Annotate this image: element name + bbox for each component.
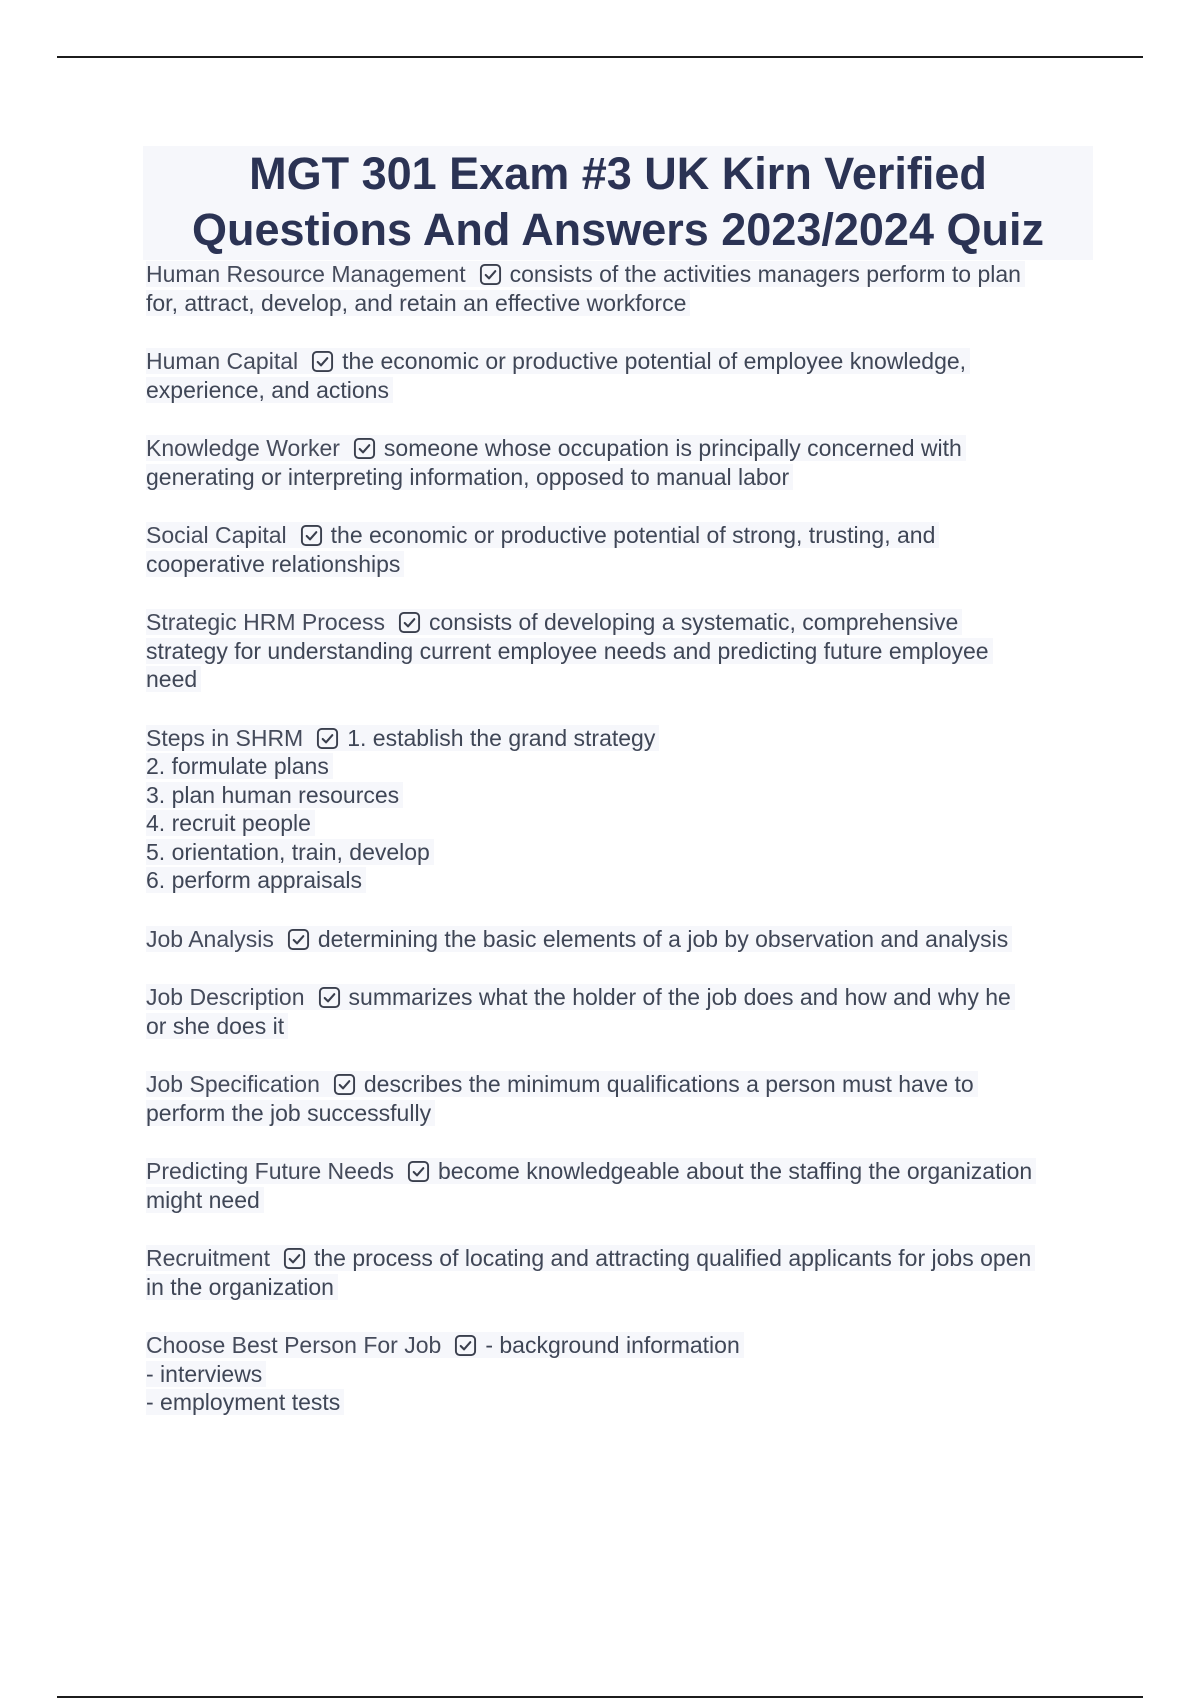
definition-text: the economic or productive potential of employee knowledge, (342, 348, 967, 374)
definition-text: become knowledgeable about the staffing the organization (438, 1158, 1033, 1184)
definition-text: 6. perform appraisals (146, 867, 363, 893)
term-label: Choose Best Person For Job (146, 1332, 442, 1358)
highlighted-text (146, 290, 690, 316)
highlighted-text (146, 867, 366, 893)
definition-text: or she does it (146, 1012, 285, 1039)
document-title (143, 146, 1093, 260)
definition-text: 5. orientation, train, develop (146, 838, 430, 865)
top-divider (57, 56, 1143, 58)
definition-text: determining the basic elements of a job by observation and analysis (317, 925, 1009, 952)
entry-first-line (146, 1331, 1086, 1360)
term-label: Predicting Future Needs (146, 1158, 395, 1184)
term-label: Recruitment (146, 1245, 270, 1271)
definition-text: describes the minimum qualifications a person must have to (363, 1071, 974, 1097)
term-label: Steps in SHRM (146, 724, 304, 751)
checkbox-checked-icon (300, 524, 323, 547)
definition-text: in the organization (146, 1273, 334, 1300)
definition-continuation-line (146, 550, 1086, 579)
definition-continuation-line (146, 838, 1086, 867)
highlighted-text (146, 810, 315, 836)
definition-continuation-line (146, 752, 1086, 781)
term-label: Human Capital (146, 348, 299, 374)
flashcard-entry (146, 1070, 1086, 1127)
definition-continuation-line (146, 665, 1086, 694)
definition-continuation-line (146, 1099, 1086, 1128)
highlighted-text (146, 1100, 435, 1126)
highlighted-text (146, 839, 434, 865)
highlighted-text (146, 1361, 266, 1387)
highlighted-text (146, 1274, 338, 1300)
highlighted-text (146, 464, 793, 490)
checkbox-checked-icon (398, 611, 421, 634)
checkbox-checked-icon (318, 986, 341, 1009)
highlighted-text (146, 522, 939, 548)
flashcard-entry (146, 521, 1086, 578)
entry-first-line (146, 925, 1086, 954)
definition-text: 1. establish the grand strategy (347, 724, 656, 751)
highlighted-text (146, 666, 201, 692)
flashcard-entry (146, 260, 1086, 317)
entry-first-line (146, 724, 1086, 753)
term-label: Strategic HRM Process (146, 609, 386, 635)
title-line-1: MGT 301 Exam #3 UK Kirn Verified (249, 148, 987, 199)
term-label: Knowledge Worker (146, 435, 340, 461)
highlighted-text (146, 926, 1012, 952)
flashcard-entry (146, 1157, 1086, 1214)
definition-continuation-line (146, 376, 1086, 405)
entry-first-line (146, 1070, 1086, 1099)
definition-text: 2. formulate plans (146, 753, 329, 779)
flashcard-entry (146, 347, 1086, 404)
entry-first-line (146, 521, 1086, 550)
highlighted-text (146, 638, 993, 664)
flashcard-entry (146, 608, 1086, 694)
definition-text: the process of locating and attracting qualified applicants for jobs open (313, 1245, 1032, 1271)
definition-text: experience, and actions (146, 376, 389, 403)
definition-text: summarizes what the holder of the job does and how and why he (348, 984, 1011, 1010)
flashcard-entry (146, 724, 1086, 895)
definition-text: need (146, 666, 198, 692)
entry-first-line (146, 434, 1086, 463)
highlighted-text (146, 1158, 1036, 1184)
checkbox-checked-icon (311, 350, 334, 373)
definition-text: someone whose occupation is principally concerned with (383, 435, 962, 461)
definition-continuation-line (146, 463, 1086, 492)
bottom-divider (57, 1696, 1143, 1698)
highlighted-text (146, 1245, 1035, 1271)
highlighted-text (146, 1332, 744, 1358)
definition-text: - employment tests (146, 1389, 341, 1415)
definition-continuation-line (146, 1012, 1086, 1041)
flashcard-entry (146, 1331, 1086, 1417)
term-label: Human Resource Management (146, 261, 466, 287)
definition-continuation-line (146, 289, 1086, 318)
entry-first-line (146, 260, 1086, 289)
definition-continuation-line (146, 866, 1086, 895)
definition-continuation-line (146, 809, 1086, 838)
entry-first-line (146, 608, 1086, 637)
highlighted-text (146, 551, 404, 577)
definition-text: the economic or productive potential of strong, trusting, and (330, 522, 936, 548)
highlighted-text (146, 348, 970, 374)
checkbox-checked-icon (407, 1160, 430, 1183)
checkbox-checked-icon (353, 437, 376, 460)
definition-text: might need (146, 1186, 260, 1213)
definition-text: strategy for understanding current employee needs and predicting future employee (146, 637, 989, 664)
definition-text: generating or interpreting information, opposed to manual labor (146, 463, 790, 490)
definition-text: consists of developing a systematic, comprehensive (429, 609, 959, 635)
highlighted-text (146, 609, 962, 635)
definition-text: for, attract, develop, and retain an effective workforce (146, 289, 687, 316)
highlighted-text (146, 1071, 978, 1097)
highlighted-text (146, 377, 393, 403)
term-label: Job Specification (146, 1071, 320, 1097)
highlighted-text (146, 1389, 344, 1415)
checkbox-checked-icon (283, 1247, 306, 1270)
term-label: Job Analysis (146, 925, 274, 952)
checkbox-checked-icon (333, 1073, 356, 1096)
checkbox-checked-icon (479, 263, 502, 286)
entry-first-line (146, 347, 1086, 376)
entry-first-line (146, 1244, 1086, 1273)
definition-text: - background information (485, 1332, 740, 1358)
term-label: Social Capital (146, 522, 287, 548)
entry-first-line (146, 1157, 1086, 1186)
highlighted-text (146, 435, 966, 461)
highlighted-text (146, 984, 1015, 1010)
highlighted-text (146, 1187, 264, 1213)
definition-text: cooperative relationships (146, 550, 401, 577)
flashcard-list (146, 260, 1086, 1447)
highlighted-text (146, 753, 333, 779)
flashcard-entry (146, 1244, 1086, 1301)
definition-text: 4. recruit people (146, 810, 311, 836)
checkbox-checked-icon (316, 727, 339, 750)
checkbox-checked-icon (287, 928, 310, 951)
highlighted-text (146, 261, 1025, 287)
definition-text: perform the job successfully (146, 1099, 432, 1126)
title-line-2: Questions And Answers 2023/2024 Quiz (192, 204, 1044, 255)
flashcard-entry (146, 925, 1086, 954)
definition-text: consists of the activities managers perform to plan (509, 261, 1021, 287)
term-label: Job Description (146, 984, 305, 1010)
highlighted-text (146, 1013, 288, 1039)
highlighted-text (146, 782, 403, 808)
definition-continuation-line (146, 637, 1086, 666)
definition-text: - interviews (146, 1360, 263, 1387)
definition-continuation-line (146, 1186, 1086, 1215)
flashcard-entry (146, 983, 1086, 1040)
checkbox-checked-icon (454, 1334, 477, 1357)
entry-first-line (146, 983, 1086, 1012)
definition-continuation-line (146, 1273, 1086, 1302)
definition-text: 3. plan human resources (146, 781, 400, 808)
definition-continuation-line (146, 1360, 1086, 1389)
flashcard-entry (146, 434, 1086, 491)
highlighted-text (146, 725, 659, 751)
definition-continuation-line (146, 1388, 1086, 1417)
definition-continuation-line (146, 781, 1086, 810)
